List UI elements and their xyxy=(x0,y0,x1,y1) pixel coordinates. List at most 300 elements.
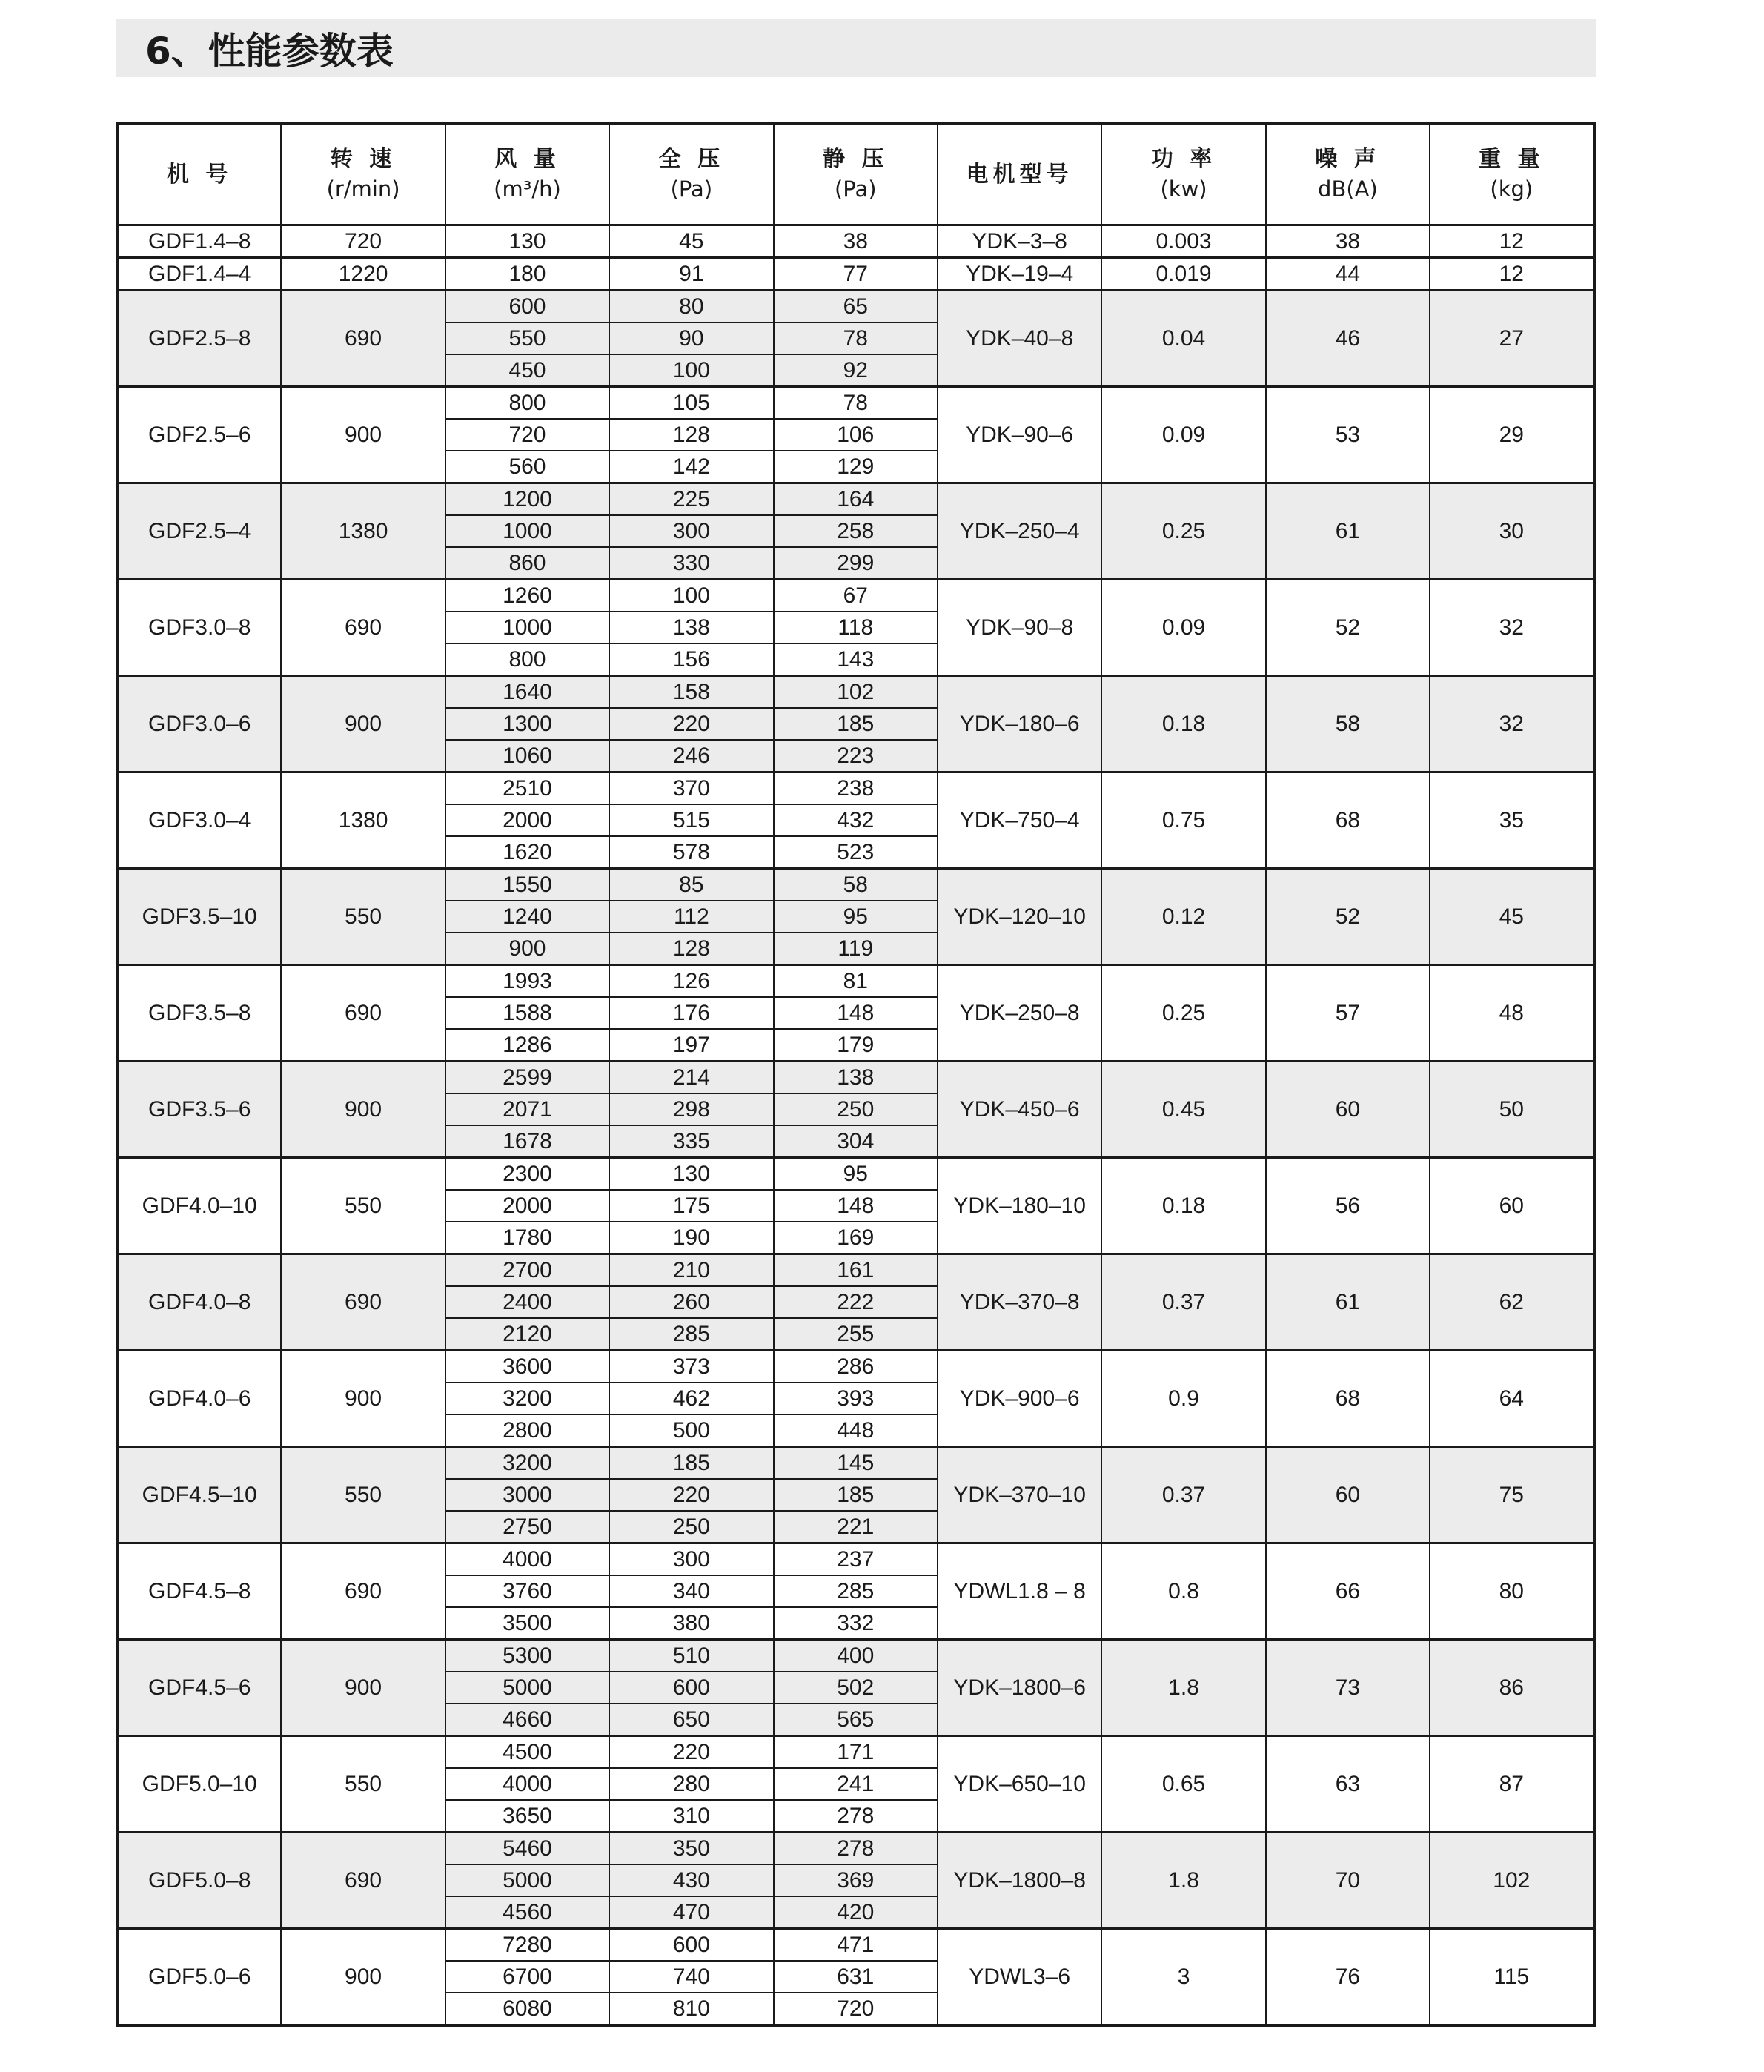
cell-power: 0.37 xyxy=(1101,1254,1265,1351)
cell-static-pressure: 285 xyxy=(774,1575,938,1607)
cell-airflow: 3000 xyxy=(445,1479,609,1511)
cell-static-pressure: 332 xyxy=(774,1607,938,1640)
cell-motor: YDK–370–10 xyxy=(938,1447,1101,1543)
cell-airflow: 5460 xyxy=(445,1833,609,1865)
header-noise: 噪 声 dB(A) xyxy=(1266,123,1430,225)
cell-airflow: 900 xyxy=(445,933,609,965)
cell-motor: YDK–90–8 xyxy=(938,580,1101,676)
cell-static-pressure: 161 xyxy=(774,1254,938,1287)
cell-speed: 690 xyxy=(281,965,445,1062)
cell-static-pressure: 148 xyxy=(774,997,938,1029)
cell-power: 0.09 xyxy=(1101,580,1265,676)
cell-speed: 690 xyxy=(281,1543,445,1640)
cell-speed: 900 xyxy=(281,387,445,483)
cell-motor: YDK–370–8 xyxy=(938,1254,1101,1351)
cell-airflow: 1286 xyxy=(445,1029,609,1062)
cell-total-pressure: 470 xyxy=(609,1896,773,1929)
cell-static-pressure: 95 xyxy=(774,901,938,933)
cell-static-pressure: 278 xyxy=(774,1833,938,1865)
cell-static-pressure: 171 xyxy=(774,1736,938,1769)
table-row xyxy=(117,258,1594,291)
cell-static-pressure: 95 xyxy=(774,1158,938,1191)
cell-speed: 900 xyxy=(281,1351,445,1447)
cell-static-pressure: 81 xyxy=(774,965,938,998)
cell-static-pressure: 58 xyxy=(774,869,938,901)
cell-total-pressure: 370 xyxy=(609,772,773,805)
cell-static-pressure: 222 xyxy=(774,1286,938,1318)
cell-total-pressure: 220 xyxy=(609,708,773,740)
header-motor: 电机型号 xyxy=(938,123,1101,225)
cell-total-pressure: 176 xyxy=(609,997,773,1029)
cell-total-pressure: 515 xyxy=(609,804,773,836)
cell-speed: 900 xyxy=(281,1062,445,1158)
cell-noise: 38 xyxy=(1266,225,1430,258)
cell-total-pressure: 126 xyxy=(609,965,773,998)
cell-total-pressure: 185 xyxy=(609,1447,773,1480)
cell-motor: YDWL3–6 xyxy=(938,1929,1101,2026)
cell-total-pressure: 430 xyxy=(609,1864,773,1896)
table-row xyxy=(117,676,1594,709)
cell-motor: YDK–180–6 xyxy=(938,676,1101,772)
cell-power: 0.09 xyxy=(1101,387,1265,483)
cell-airflow: 2510 xyxy=(445,772,609,805)
cell-motor: YDK–3–8 xyxy=(938,225,1101,258)
cell-motor: YDK–40–8 xyxy=(938,291,1101,387)
cell-static-pressure: 369 xyxy=(774,1864,938,1896)
cell-airflow: 550 xyxy=(445,322,609,354)
cell-speed: 900 xyxy=(281,1929,445,2026)
section-title: 6、性能参数表 xyxy=(145,29,394,73)
table-row xyxy=(117,1351,1594,1383)
cell-model: GDF3.0–6 xyxy=(117,676,281,772)
cell-model: GDF2.5–6 xyxy=(117,387,281,483)
cell-airflow: 3600 xyxy=(445,1351,609,1383)
cell-speed: 690 xyxy=(281,291,445,387)
cell-total-pressure: 45 xyxy=(609,225,773,258)
cell-total-pressure: 175 xyxy=(609,1190,773,1222)
cell-weight: 27 xyxy=(1430,291,1594,387)
cell-weight: 64 xyxy=(1430,1351,1594,1447)
cell-airflow: 4560 xyxy=(445,1896,609,1929)
cell-static-pressure: 250 xyxy=(774,1093,938,1125)
cell-power: 1.8 xyxy=(1101,1833,1265,1929)
cell-static-pressure: 179 xyxy=(774,1029,938,1062)
cell-model: GDF3.0–4 xyxy=(117,772,281,869)
cell-speed: 550 xyxy=(281,1447,445,1543)
cell-noise: 76 xyxy=(1266,1929,1430,2026)
cell-model: GDF4.5–6 xyxy=(117,1640,281,1736)
cell-static-pressure: 143 xyxy=(774,643,938,676)
cell-motor: YDK–900–6 xyxy=(938,1351,1101,1447)
cell-total-pressure: 740 xyxy=(609,1961,773,1993)
cell-total-pressure: 310 xyxy=(609,1800,773,1833)
cell-airflow: 1000 xyxy=(445,515,609,547)
table-row xyxy=(117,225,1594,258)
cell-motor: YDK–180–10 xyxy=(938,1158,1101,1254)
cell-speed: 690 xyxy=(281,1833,445,1929)
cell-weight: 80 xyxy=(1430,1543,1594,1640)
cell-total-pressure: 158 xyxy=(609,676,773,709)
cell-total-pressure: 300 xyxy=(609,1543,773,1576)
cell-power: 0.04 xyxy=(1101,291,1265,387)
cell-static-pressure: 106 xyxy=(774,419,938,451)
cell-airflow: 1260 xyxy=(445,580,609,612)
cell-total-pressure: 373 xyxy=(609,1351,773,1383)
cell-static-pressure: 400 xyxy=(774,1640,938,1672)
cell-airflow: 1550 xyxy=(445,869,609,901)
cell-power: 0.019 xyxy=(1101,258,1265,291)
cell-static-pressure: 138 xyxy=(774,1062,938,1094)
cell-total-pressure: 298 xyxy=(609,1093,773,1125)
cell-total-pressure: 330 xyxy=(609,547,773,580)
cell-weight: 12 xyxy=(1430,258,1594,291)
cell-airflow: 2800 xyxy=(445,1414,609,1447)
cell-airflow: 2599 xyxy=(445,1062,609,1094)
cell-total-pressure: 138 xyxy=(609,612,773,643)
cell-noise: 70 xyxy=(1266,1833,1430,1929)
cell-power: 0.45 xyxy=(1101,1062,1265,1158)
cell-total-pressure: 462 xyxy=(609,1383,773,1414)
cell-total-pressure: 260 xyxy=(609,1286,773,1318)
cell-speed: 690 xyxy=(281,580,445,676)
cell-motor: YDK–250–8 xyxy=(938,965,1101,1062)
cell-power: 0.25 xyxy=(1101,483,1265,580)
cell-airflow: 3650 xyxy=(445,1800,609,1833)
cell-airflow: 1640 xyxy=(445,676,609,709)
cell-weight: 30 xyxy=(1430,483,1594,580)
cell-total-pressure: 650 xyxy=(609,1704,773,1736)
table-row xyxy=(117,387,1594,420)
cell-power: 3 xyxy=(1101,1929,1265,2026)
cell-model: GDF1.4–8 xyxy=(117,225,281,258)
cell-total-pressure: 80 xyxy=(609,291,773,323)
cell-weight: 32 xyxy=(1430,580,1594,676)
cell-static-pressure: 221 xyxy=(774,1511,938,1543)
cell-static-pressure: 118 xyxy=(774,612,938,643)
cell-motor: YDK–250–4 xyxy=(938,483,1101,580)
cell-motor: YDK–450–6 xyxy=(938,1062,1101,1158)
cell-noise: 58 xyxy=(1266,676,1430,772)
cell-static-pressure: 67 xyxy=(774,580,938,612)
cell-model: GDF5.0–6 xyxy=(117,1929,281,2026)
cell-airflow: 1993 xyxy=(445,965,609,998)
cell-model: GDF3.5–8 xyxy=(117,965,281,1062)
cell-airflow: 3500 xyxy=(445,1607,609,1640)
cell-power: 1.8 xyxy=(1101,1640,1265,1736)
header-power: 功 率 (kw) xyxy=(1101,123,1265,225)
cell-static-pressure: 258 xyxy=(774,515,938,547)
table-row xyxy=(117,1736,1594,1769)
cell-total-pressure: 350 xyxy=(609,1833,773,1865)
header-weight: 重 量 (kg) xyxy=(1430,123,1594,225)
cell-speed: 550 xyxy=(281,1736,445,1833)
cell-total-pressure: 214 xyxy=(609,1062,773,1094)
cell-airflow: 4000 xyxy=(445,1543,609,1576)
cell-speed: 550 xyxy=(281,869,445,965)
cell-total-pressure: 100 xyxy=(609,580,773,612)
cell-airflow: 450 xyxy=(445,354,609,387)
table-row xyxy=(117,965,1594,998)
cell-speed: 1380 xyxy=(281,483,445,580)
cell-airflow: 720 xyxy=(445,419,609,451)
cell-noise: 56 xyxy=(1266,1158,1430,1254)
cell-weight: 75 xyxy=(1430,1447,1594,1543)
table-row xyxy=(117,1447,1594,1480)
cell-motor: YDK–750–4 xyxy=(938,772,1101,869)
cell-model: GDF5.0–8 xyxy=(117,1833,281,1929)
cell-total-pressure: 210 xyxy=(609,1254,773,1287)
cell-static-pressure: 432 xyxy=(774,804,938,836)
header-row xyxy=(117,123,1594,225)
performance-table xyxy=(116,122,1596,2027)
cell-weight: 12 xyxy=(1430,225,1594,258)
header-static-pressure: 静 压 (Pa) xyxy=(774,123,938,225)
header-airflow: 风 量 (m³/h) xyxy=(445,123,609,225)
cell-static-pressure: 420 xyxy=(774,1896,938,1929)
cell-total-pressure: 197 xyxy=(609,1029,773,1062)
cell-static-pressure: 238 xyxy=(774,772,938,805)
cell-static-pressure: 102 xyxy=(774,676,938,709)
cell-static-pressure: 92 xyxy=(774,354,938,387)
cell-noise: 53 xyxy=(1266,387,1430,483)
cell-model: GDF3.5–10 xyxy=(117,869,281,965)
cell-airflow: 4500 xyxy=(445,1736,609,1769)
cell-airflow: 2071 xyxy=(445,1093,609,1125)
cell-power: 0.9 xyxy=(1101,1351,1265,1447)
table-row xyxy=(117,1929,1594,1962)
cell-speed: 900 xyxy=(281,1640,445,1736)
cell-power: 0.65 xyxy=(1101,1736,1265,1833)
cell-weight: 29 xyxy=(1430,387,1594,483)
cell-speed: 1380 xyxy=(281,772,445,869)
cell-airflow: 800 xyxy=(445,387,609,420)
table-row xyxy=(117,291,1594,323)
cell-static-pressure: 502 xyxy=(774,1672,938,1704)
cell-static-pressure: 565 xyxy=(774,1704,938,1736)
cell-airflow: 5000 xyxy=(445,1672,609,1704)
cell-total-pressure: 91 xyxy=(609,258,773,291)
cell-airflow: 180 xyxy=(445,258,609,291)
table-row xyxy=(117,1640,1594,1672)
cell-airflow: 2000 xyxy=(445,1190,609,1222)
header-total-pressure: 全 压 (Pa) xyxy=(609,123,773,225)
cell-static-pressure: 65 xyxy=(774,291,938,323)
cell-static-pressure: 185 xyxy=(774,1479,938,1511)
cell-total-pressure: 85 xyxy=(609,869,773,901)
cell-static-pressure: 223 xyxy=(774,740,938,772)
cell-total-pressure: 810 xyxy=(609,1993,773,2025)
cell-power: 0.8 xyxy=(1101,1543,1265,1640)
cell-static-pressure: 185 xyxy=(774,708,938,740)
cell-airflow: 2120 xyxy=(445,1318,609,1351)
cell-power: 0.18 xyxy=(1101,1158,1265,1254)
cell-airflow: 1240 xyxy=(445,901,609,933)
cell-static-pressure: 119 xyxy=(774,933,938,965)
cell-static-pressure: 78 xyxy=(774,322,938,354)
cell-total-pressure: 128 xyxy=(609,933,773,965)
cell-total-pressure: 156 xyxy=(609,643,773,676)
cell-airflow: 6080 xyxy=(445,1993,609,2025)
cell-airflow: 1000 xyxy=(445,612,609,643)
cell-static-pressure: 164 xyxy=(774,483,938,516)
cell-total-pressure: 220 xyxy=(609,1479,773,1511)
cell-speed: 900 xyxy=(281,676,445,772)
table-row xyxy=(117,1254,1594,1287)
cell-weight: 86 xyxy=(1430,1640,1594,1736)
cell-model: GDF4.0–6 xyxy=(117,1351,281,1447)
cell-airflow: 1300 xyxy=(445,708,609,740)
cell-motor: YDK–650–10 xyxy=(938,1736,1101,1833)
cell-airflow: 560 xyxy=(445,451,609,483)
cell-total-pressure: 280 xyxy=(609,1768,773,1800)
cell-static-pressure: 78 xyxy=(774,387,938,420)
cell-power: 0.12 xyxy=(1101,869,1265,965)
cell-static-pressure: 145 xyxy=(774,1447,938,1480)
cell-static-pressure: 631 xyxy=(774,1961,938,1993)
cell-static-pressure: 129 xyxy=(774,451,938,483)
cell-speed: 690 xyxy=(281,1254,445,1351)
cell-weight: 102 xyxy=(1430,1833,1594,1929)
cell-model: GDF4.5–8 xyxy=(117,1543,281,1640)
cell-power: 0.003 xyxy=(1101,225,1265,258)
table-body xyxy=(117,225,1594,2026)
table-row xyxy=(117,1543,1594,1576)
cell-speed: 720 xyxy=(281,225,445,258)
cell-static-pressure: 720 xyxy=(774,1993,938,2025)
cell-airflow: 800 xyxy=(445,643,609,676)
cell-airflow: 1060 xyxy=(445,740,609,772)
cell-total-pressure: 225 xyxy=(609,483,773,516)
table-row xyxy=(117,772,1594,805)
cell-total-pressure: 105 xyxy=(609,387,773,420)
cell-weight: 115 xyxy=(1430,1929,1594,2026)
cell-weight: 32 xyxy=(1430,676,1594,772)
cell-airflow: 2300 xyxy=(445,1158,609,1191)
cell-motor: YDK–19–4 xyxy=(938,258,1101,291)
cell-noise: 66 xyxy=(1266,1543,1430,1640)
cell-static-pressure: 38 xyxy=(774,225,938,258)
cell-airflow: 2750 xyxy=(445,1511,609,1543)
cell-noise: 44 xyxy=(1266,258,1430,291)
cell-static-pressure: 299 xyxy=(774,547,938,580)
cell-motor: YDK–120–10 xyxy=(938,869,1101,965)
cell-total-pressure: 250 xyxy=(609,1511,773,1543)
cell-speed: 1220 xyxy=(281,258,445,291)
cell-total-pressure: 600 xyxy=(609,1672,773,1704)
cell-model: GDF3.5–6 xyxy=(117,1062,281,1158)
cell-motor: YDWL1.8 – 8 xyxy=(938,1543,1101,1640)
cell-noise: 60 xyxy=(1266,1447,1430,1543)
cell-weight: 35 xyxy=(1430,772,1594,869)
cell-airflow: 3200 xyxy=(445,1447,609,1480)
cell-weight: 50 xyxy=(1430,1062,1594,1158)
cell-airflow: 1588 xyxy=(445,997,609,1029)
cell-airflow: 2400 xyxy=(445,1286,609,1318)
cell-airflow: 1780 xyxy=(445,1222,609,1254)
cell-total-pressure: 246 xyxy=(609,740,773,772)
cell-airflow: 860 xyxy=(445,547,609,580)
cell-noise: 46 xyxy=(1266,291,1430,387)
header-model: 机 号 xyxy=(117,123,281,225)
cell-total-pressure: 90 xyxy=(609,322,773,354)
cell-static-pressure: 237 xyxy=(774,1543,938,1576)
cell-weight: 60 xyxy=(1430,1158,1594,1254)
cell-airflow: 130 xyxy=(445,225,609,258)
cell-total-pressure: 285 xyxy=(609,1318,773,1351)
cell-total-pressure: 340 xyxy=(609,1575,773,1607)
cell-static-pressure: 77 xyxy=(774,258,938,291)
cell-total-pressure: 578 xyxy=(609,836,773,869)
header-speed: 转 速 (r/min) xyxy=(281,123,445,225)
cell-motor: YDK–1800–6 xyxy=(938,1640,1101,1736)
cell-airflow: 1620 xyxy=(445,836,609,869)
cell-total-pressure: 128 xyxy=(609,419,773,451)
cell-airflow: 2700 xyxy=(445,1254,609,1287)
cell-noise: 68 xyxy=(1266,772,1430,869)
cell-total-pressure: 190 xyxy=(609,1222,773,1254)
cell-noise: 73 xyxy=(1266,1640,1430,1736)
cell-static-pressure: 148 xyxy=(774,1190,938,1222)
cell-airflow: 1678 xyxy=(445,1125,609,1158)
cell-airflow: 5300 xyxy=(445,1640,609,1672)
cell-static-pressure: 278 xyxy=(774,1800,938,1833)
cell-noise: 68 xyxy=(1266,1351,1430,1447)
cell-weight: 48 xyxy=(1430,965,1594,1062)
cell-noise: 52 xyxy=(1266,869,1430,965)
cell-airflow: 600 xyxy=(445,291,609,323)
cell-static-pressure: 169 xyxy=(774,1222,938,1254)
cell-static-pressure: 523 xyxy=(774,836,938,869)
cell-total-pressure: 112 xyxy=(609,901,773,933)
cell-power: 0.37 xyxy=(1101,1447,1265,1543)
cell-weight: 45 xyxy=(1430,869,1594,965)
cell-total-pressure: 335 xyxy=(609,1125,773,1158)
cell-noise: 57 xyxy=(1266,965,1430,1062)
cell-power: 0.75 xyxy=(1101,772,1265,869)
cell-model: GDF2.5–8 xyxy=(117,291,281,387)
cell-total-pressure: 500 xyxy=(609,1414,773,1447)
cell-airflow: 5000 xyxy=(445,1864,609,1896)
cell-airflow: 6700 xyxy=(445,1961,609,1993)
cell-noise: 61 xyxy=(1266,483,1430,580)
cell-power: 0.18 xyxy=(1101,676,1265,772)
cell-total-pressure: 130 xyxy=(609,1158,773,1191)
cell-airflow: 4000 xyxy=(445,1768,609,1800)
cell-total-pressure: 142 xyxy=(609,451,773,483)
table-row xyxy=(117,483,1594,516)
cell-static-pressure: 393 xyxy=(774,1383,938,1414)
table-row xyxy=(117,1833,1594,1865)
cell-total-pressure: 220 xyxy=(609,1736,773,1769)
table-header xyxy=(117,123,1594,225)
cell-model: GDF2.5–4 xyxy=(117,483,281,580)
cell-static-pressure: 471 xyxy=(774,1929,938,1962)
cell-model: GDF4.5–10 xyxy=(117,1447,281,1543)
table-row xyxy=(117,1062,1594,1094)
section-title-bar xyxy=(116,19,1596,77)
cell-speed: 550 xyxy=(281,1158,445,1254)
cell-model: GDF5.0–10 xyxy=(117,1736,281,1833)
cell-noise: 60 xyxy=(1266,1062,1430,1158)
cell-total-pressure: 300 xyxy=(609,515,773,547)
cell-static-pressure: 286 xyxy=(774,1351,938,1383)
table-row xyxy=(117,580,1594,612)
cell-weight: 87 xyxy=(1430,1736,1594,1833)
cell-static-pressure: 255 xyxy=(774,1318,938,1351)
cell-static-pressure: 304 xyxy=(774,1125,938,1158)
cell-weight: 62 xyxy=(1430,1254,1594,1351)
cell-noise: 52 xyxy=(1266,580,1430,676)
